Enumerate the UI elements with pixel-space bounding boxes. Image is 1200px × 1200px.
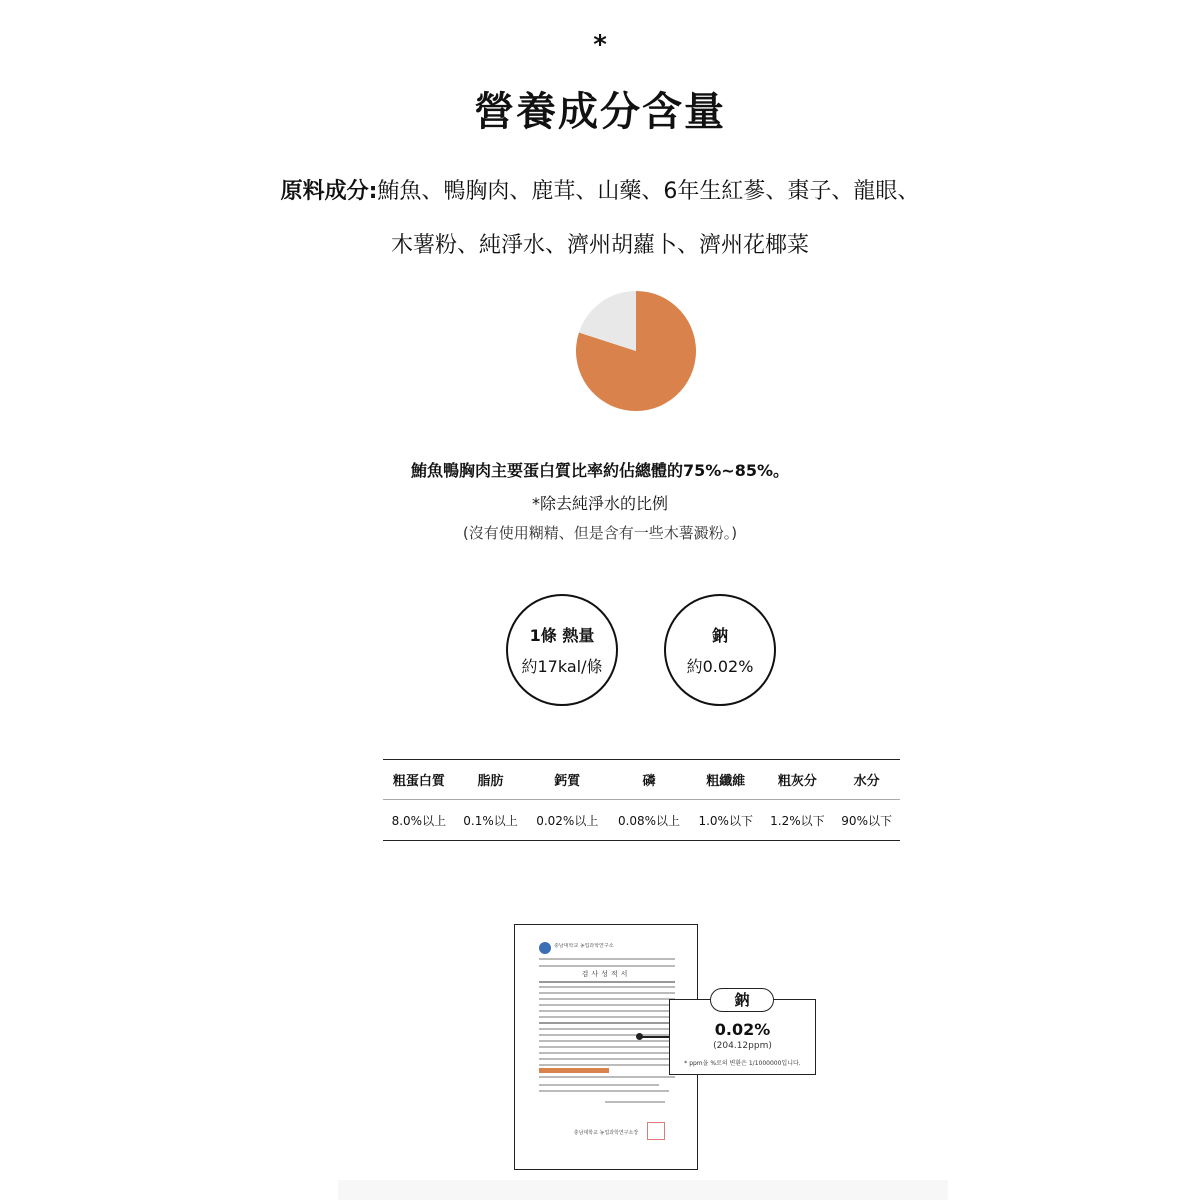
nutrition-header-row: [383, 760, 900, 800]
value-calcium: 0.02%以上: [526, 800, 608, 841]
calorie-badge: [506, 594, 618, 706]
protein-ratio-note: 鮪魚鴨胸肉主要蛋白質比率約佔總體的75%~85%。: [410, 461, 789, 480]
header-crude-protein: 粗蛋白質: [383, 760, 455, 800]
water-exclusion-note: *除去純淨水的比例: [531, 494, 668, 513]
sodium-callout-note: * ppm을 %로의 변환은 1/1000000입니다.: [684, 1060, 801, 1067]
sodium-callout-ppm: (204.12ppm): [713, 1041, 772, 1051]
sodium-callout-value: 0.02%: [714, 1020, 771, 1039]
ingredients-line-1: [0, 174, 1200, 205]
sodium-highlight-row: [539, 1068, 609, 1073]
nutrition-table: [383, 759, 900, 841]
header-crude-ash: 粗灰分: [762, 760, 834, 800]
calorie-badge-value: 約17kal/條: [521, 657, 603, 676]
header-fat: 脂肪: [455, 760, 527, 800]
report-title: 검사성적서: [581, 970, 631, 978]
official-seal-stamp: [647, 1122, 665, 1140]
ingredients-label: 原料成分:: [280, 179, 378, 204]
sodium-callout: [669, 991, 816, 1075]
value-phosphorus: 0.08%以上: [608, 800, 690, 841]
nutrition-value-row: [383, 800, 900, 841]
value-crude-fiber: 1.0%以下: [690, 800, 762, 841]
protein-ratio-pie-chart: [575, 290, 697, 412]
university-logo-icon: [539, 942, 551, 954]
value-crude-protein: 8.0%以上: [383, 800, 455, 841]
decorative-asterisk: *: [593, 30, 607, 60]
page-title: 營養成分含量: [474, 89, 726, 135]
sodium-badge-value: 約0.02%: [686, 657, 754, 676]
starch-note: (沒有使用糊精、但是含有一些木薯澱粉。): [462, 524, 738, 542]
ingredients-text-1: 鮪魚、鴨胸肉、鹿茸、山藥、6年生紅蔘、棗子、龍眼、: [377, 179, 920, 204]
header-phosphorus: 磷: [608, 760, 690, 800]
value-moisture: 90%以下: [833, 800, 900, 841]
report-institution: 충남대학교 농업과학연구소: [554, 943, 614, 949]
ingredients-line-2: 木薯粉、純淨水、濟州胡蘿卜、濟州花椰菜: [390, 233, 809, 258]
callout-leader-line: [640, 1036, 670, 1038]
bottom-fade-strip: [338, 1180, 948, 1200]
value-crude-ash: 1.2%以下: [762, 800, 834, 841]
calorie-badge-title: 1條 熱量: [529, 626, 595, 645]
value-fat: 0.1%以上: [455, 800, 527, 841]
sodium-badge: [664, 594, 776, 706]
header-calcium: 鈣質: [526, 760, 608, 800]
header-crude-fiber: 粗纖維: [690, 760, 762, 800]
report-footer: 충남대학교 농업과학연구소장: [573, 1130, 639, 1136]
sodium-badge-title: 鈉: [711, 626, 728, 645]
header-moisture: 水分: [833, 760, 900, 800]
sodium-callout-title: 鈉: [710, 988, 774, 1012]
